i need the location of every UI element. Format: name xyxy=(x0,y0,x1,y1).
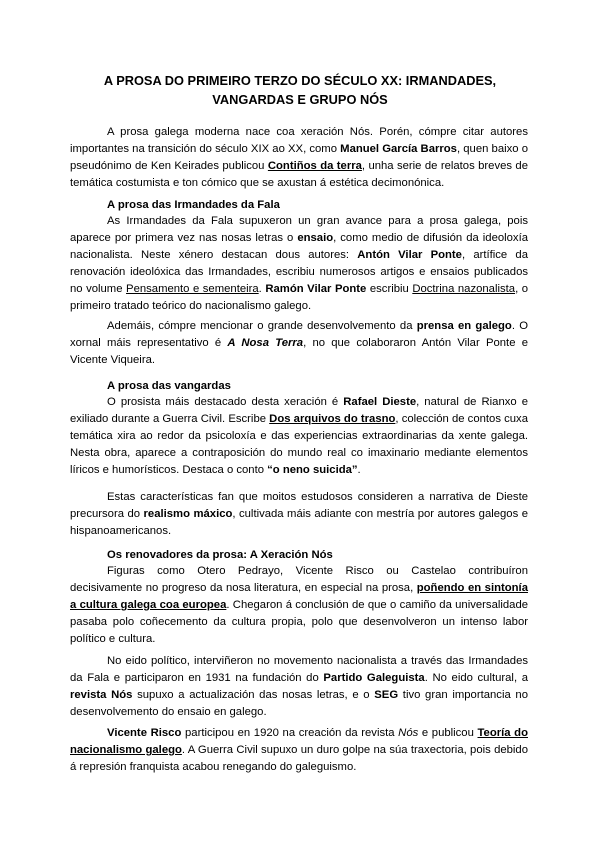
section-heading-nos: Os renovadores da prosa: A Xeración Nós xyxy=(107,549,333,561)
vangardas-paragraph-1: O prosista máis destacado desta xeración é Rafael Dieste, natural de Rianxo e exiliado durante a Guerra Civil. Escribe Dos arquivos do trasno, colección de contos cuxa temática xira ao redor da psicoloxía e das experiencias extraordinarias da xente galega. Nesta obra, aparece a contraposición do mundo real co imaxinario mediante elementos líricos e humorísticos. Destaca o conto “o neno suicida”. xyxy=(70,396,528,476)
nos-paragraph-2: No eido político, interviñeron no movemento nacionalista a través das Irmandades da Fala e participaron en 1931 na fundación do Partido Galeguista. No eido cultural, a revista Nós supuxo a actualización das nosas letras, e o SEG tivo gran importancia no desenvolvemento do ensaio en galego. xyxy=(70,655,528,718)
title-line-1: A PROSA DO PRIMEIRO TERZO DO SÉCULO XX: IRMANDADES, xyxy=(103,73,497,88)
irmandades-paragraph-2: Ademáis, cómpre mencionar o grande desenvolvemento da prensa en galego. O xornal máis representativo é A Nosa Terra, no que colaboraron Antón Vilar Ponte e Vicente Viqueira. xyxy=(70,320,528,366)
irmandades-paragraph-1: As Irmandades da Fala supuxeron un gran avance para a prosa galega, pois aparece por primera vez nas nosas letras o ensaio, como medio de difusión da ideoloxía nacionalista. Neste xénero destacan dous autores: Antón Vilar Ponte, artífice da renovación ideolóxica das Irmandades, escribiu numerosos artigos e ensaios publicados no volume Pensamento e sementeira. Ramón Vilar Ponte escribiu Doctrina nazonalista, o primeiro tratado teórico do nacionalismo galego. xyxy=(70,215,529,312)
section-heading-vangardas: A prosa das vangardas xyxy=(107,380,231,392)
vangardas-paragraph-2: Estas características fan que moitos estudosos consideren a narrativa de Dieste precursora do realismo máxico, cultivada máis adiante con mestría por autores galegos e hispanoamericanos. xyxy=(70,491,528,537)
title-line-2: VANGARDAS E GRUPO NÓS xyxy=(212,92,388,107)
intro-paragraph: A prosa galega moderna nace coa xeración Nós. Porén, cómpre citar autores importantes na transición do século XIX ao XX, como Manuel García Barros, quen baixo o pseudónimo de Ken Keirades publicou Contiños da terra, unha serie de relatos breves de temática costumista e ton cómico que se axustan á estética decimonónica. xyxy=(70,126,528,189)
nos-paragraph-3: Vicente Risco participou en 1920 na creación da revista Nós e publicou Teoría do nacionalismo galego. A Guerra Civil supuxo un duro golpe na súa traxectoria, pois debido á represión franquista acabou renegando do galeguismo. xyxy=(70,727,528,773)
section-heading-irmandades: A prosa das Irmandades da Fala xyxy=(107,199,280,211)
page-title xyxy=(70,71,530,109)
nos-paragraph-1: Figuras como Otero Pedrayo, Vicente Risco ou Castelao contribuíron decisivamente no progreso da nosa literatura, en especial na prosa, poñendo en sintonía a cultura galega coa europea. Chegaron á conclusión de que o camiño da universalidade pasaba polo coñecemento da cultura propia, polo que desenvolveron un intenso labor político e cultura. xyxy=(70,565,529,645)
